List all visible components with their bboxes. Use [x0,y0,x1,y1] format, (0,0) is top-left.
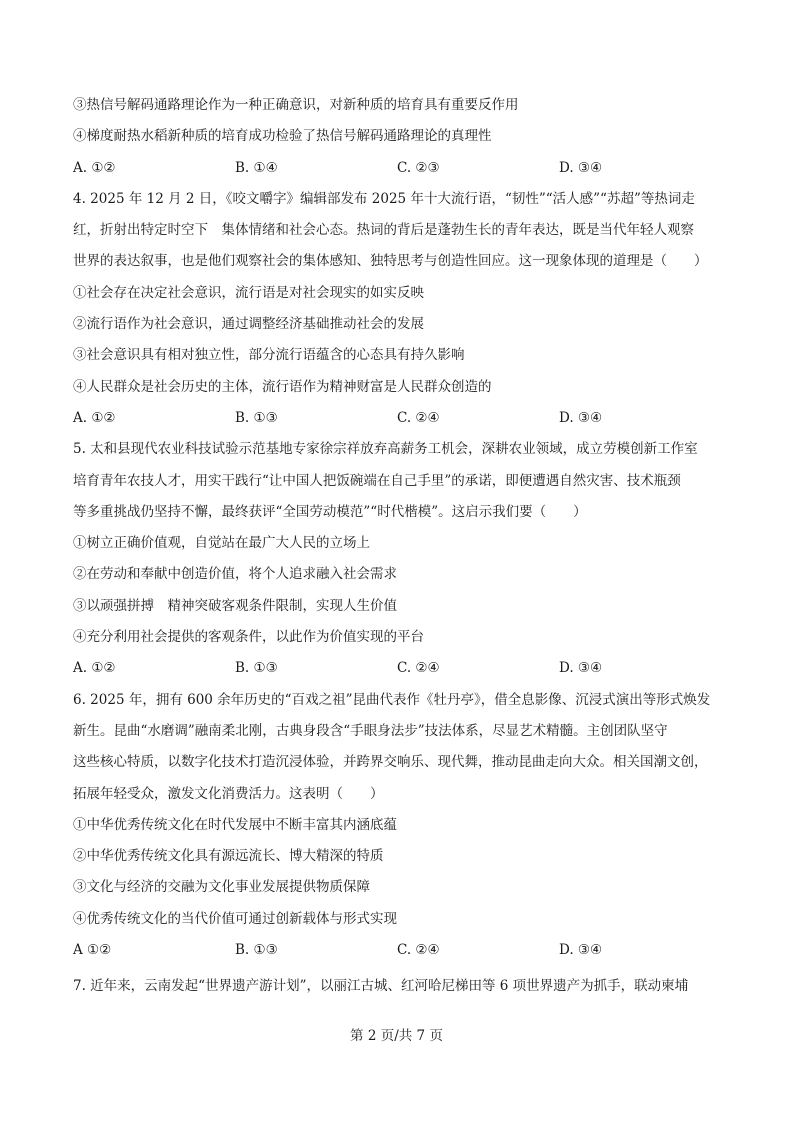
q5-stem-line: 5. 太和县现代农业科技试验示范基地专家徐宗祥放弃高薪务工机会，深耕农业领域，成立劳模创新工作室 [73,441,698,458]
q5-statement-4: ④充分利用社会提供的客观条件，以此作为价值实现的平台 [73,629,424,646]
q5-option-a: A. ①② [73,660,116,677]
q3-option-c: C. ②③ [397,159,440,176]
q3-option-d: D. ③④ [559,159,603,176]
q5-stem-line: 培育青年农技人才，用实干践行“让中国人把饭碗端在自己手里”的承诺，即便遭遇自然灾害、技术瓶颈 [73,472,681,489]
question-4 [73,184,723,434]
q3-statement-4: ④梯度耐热水稻新种质的培育成功检验了热信号解码通路理论的真理性 [73,128,492,145]
q4-options [73,403,723,434]
q4-stem-line: 红，折射出特定时空下 集体情绪和社会心态。热词的背后是蓬勃生长的青年表达，既是当代年轻人观察 [73,222,694,239]
q6-stem-line: 新生。昆曲“水磨调”融南柔北刚，古典身段含“手眼身法步”技法体系，尽显艺术精髓。主创团队坚守 [73,722,668,739]
question-6 [73,685,723,967]
q6-option-c: C. ②④ [397,942,440,959]
q6-stem-line: 这些核心特质，以数字化技术打造沉浸体验，并跨界交响乐、现代舞，推动昆曲走向大众。相关国潮文创， [73,754,708,771]
q5-option-b: B. ①③ [235,660,278,677]
q5-option-c: C. ②④ [397,660,440,677]
q5-statement-1: ①树立正确价值观，自觉站在最广大人民的立场上 [73,535,370,552]
q4-statement-4: ④人民群众是社会历史的主体，流行语作为精神财富是人民群众创造的 [73,378,492,395]
q3-statement-3: ③热信号解码通路理论作为一种正确意识，对新种质的培育具有重要反作用 [73,97,519,113]
question-5 [73,434,723,684]
q3-option-a: A. ①② [73,159,116,176]
q4-stem-line: 4. 2025 年 12 月 2 日，《咬文嚼字》编辑部发布 2025 年十大流行语，“韧性”“活人感”“苏超”等热词走 [73,190,695,207]
q6-stem-line: 拓展年轻受众，激发文化消费活力。这表明（ ） [73,785,384,802]
q6-statement-4: ④优秀传统文化的当代价值可通过创新载体与形式实现 [73,910,397,927]
q5-statement-2: ②在劳动和奉献中创造价值，将个人追求融入社会需求 [73,566,397,583]
exam-page [73,90,723,1003]
q4-statement-3: ③社会意识具有相对独立性，部分流行语蕴含的心态具有持久影响 [73,347,465,364]
q4-statement-1: ①社会存在决定社会意识，流行语是对社会现实的如实反映 [73,284,424,301]
q4-option-b: B. ①③ [235,409,278,426]
q6-option-b: B. ①③ [235,942,278,959]
q6-statement-3: ③文化与经济的交融为文化事业发展提供物质保障 [73,879,370,896]
q5-option-d: D. ③④ [559,660,603,677]
question-7 [73,971,723,1002]
q5-stem-line: 等多重挑战仍坚持不懈，最终获评“全国劳动模范”“时代楷模”。这启示我们要（ ） [73,503,587,520]
q4-option-c: C. ②④ [397,409,440,426]
q6-option-d: D. ③④ [559,942,603,959]
q5-options [73,653,723,684]
q4-stem-line: 世界的表达叙事，也是他们观察社会的集体感知、独特思考与创造性回应。这一现象体现的道理是（ ） [73,253,708,270]
q3-options [73,153,723,184]
q4-option-a: A. ①② [73,409,116,426]
question-3 [73,90,723,184]
q6-stem-line: 6. 2025 年，拥有 600 余年历史的“百戏之祖”昆曲代表作《牡丹亭》，借全息影像、沉浸式演出等形式焕发 [73,691,711,708]
q7-stem-line: 7. 近年来，云南发起“世界遗产游计划”，以丽江古城、红河哈尼梯田等 6 项世界遗产为抓手，联动柬埔 [73,978,689,995]
q4-statement-2: ②流行语作为社会意识，通过调整经济基础推动社会的发展 [73,316,424,333]
q5-statement-3: ③以顽强拼搏 精神突破客观条件限制，实现人生价值 [73,597,397,614]
q6-option-a: A ①② [73,942,112,959]
page-footer: 第 2 页/共 7 页 [350,1028,443,1044]
q4-option-d: D. ③④ [559,409,603,426]
q6-statement-2: ②中华优秀传统文化具有源远流长、博大精深的特质 [73,848,384,865]
q6-statement-1: ①中华优秀传统文化在时代发展中不断丰富其内涵底蕴 [73,816,397,833]
q3-option-b: B. ①④ [235,159,278,176]
q6-options [73,935,723,966]
